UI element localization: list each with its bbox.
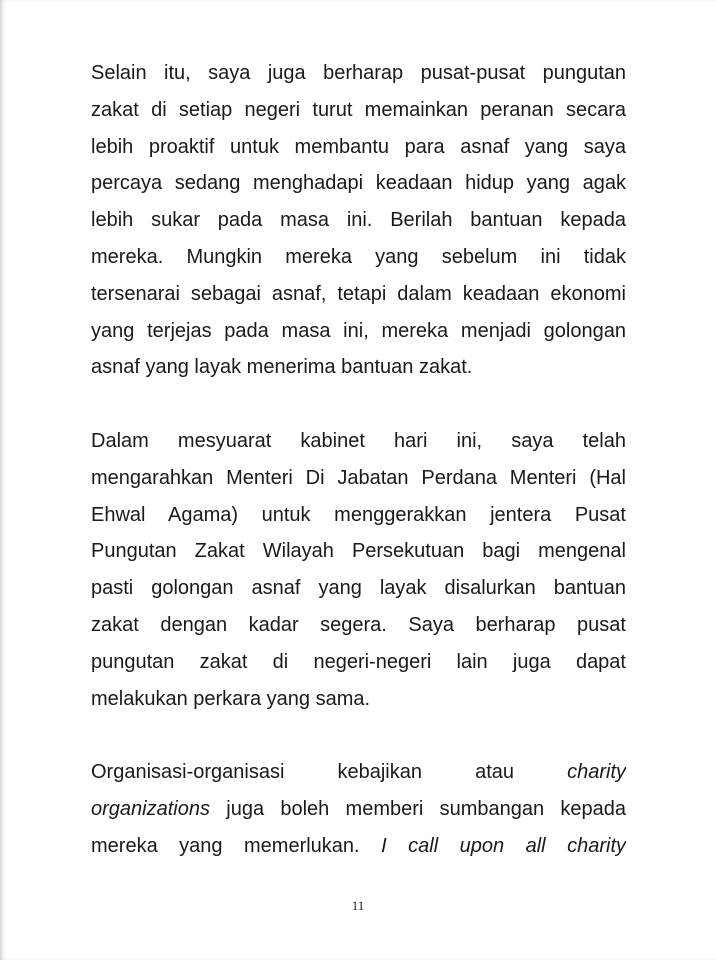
italic-text: organizations <box>91 797 210 820</box>
paragraph-gap <box>91 386 626 423</box>
paragraph-3 <box>91 754 626 864</box>
text-line <box>91 754 626 791</box>
text-line <box>91 828 626 865</box>
text-line: tersenarai sebagai asnaf, tetapi dalam keadaan ekonomi <box>91 282 626 305</box>
document-body <box>91 55 626 865</box>
text-line: yang terjejas pada masa ini, mereka menjadi golongan <box>91 319 626 342</box>
text-line: Ehwal Agama) untuk menggerakkan jentera Pusat <box>91 503 626 526</box>
text-line: zakat dengan kadar segera. Saya berharap pusat <box>91 613 626 636</box>
text-line: mengarahkan Menteri Di Jabatan Perdana Menteri (Hal <box>91 466 626 489</box>
text-line: Selain itu, saya juga berharap pusat-pusat pungutan <box>91 62 626 84</box>
text-span: Organisasi-organisasi kebajikan atau <box>91 761 515 784</box>
text-line: melakukan perkara yang sama. <box>91 687 371 710</box>
italic-text: charity <box>567 761 626 784</box>
text-line: Pungutan Zakat Wilayah Persekutuan bagi mengenal <box>91 540 626 563</box>
text-line: Dalam mesyuarat kabinet hari ini, saya telah <box>91 429 626 452</box>
text-line: pungutan zakat di negeri-negeri lain juga dapat <box>91 650 626 673</box>
text-span: mereka yang memerlukan. <box>91 834 360 857</box>
text-line: pasti golongan asnaf yang layak disalurkan bantuan <box>91 577 626 600</box>
page-number: 11 <box>351 898 365 913</box>
text-line: mereka. Mungkin mereka yang sebelum ini tidak <box>91 245 626 268</box>
paragraph-gap <box>91 717 626 754</box>
text-line <box>91 791 626 828</box>
text-line: percaya sedang menghadapi keadaan hidup yang agak <box>91 172 626 195</box>
text-line: lebih proaktif untuk membantu para asnaf yang saya <box>91 135 626 158</box>
text-line: zakat di setiap negeri turut memainkan peranan secara <box>91 98 626 121</box>
paragraph-1 <box>91 55 626 386</box>
text-line: asnaf yang layak menerima bantuan zakat. <box>91 356 473 379</box>
paragraph-2 <box>91 423 626 717</box>
italic-text: I call upon all charity <box>381 834 626 857</box>
text-span: juga boleh memberi sumbangan kepada <box>226 797 626 820</box>
text-line: lebih sukar pada masa ini. Berilah bantuan kepada <box>91 209 626 232</box>
